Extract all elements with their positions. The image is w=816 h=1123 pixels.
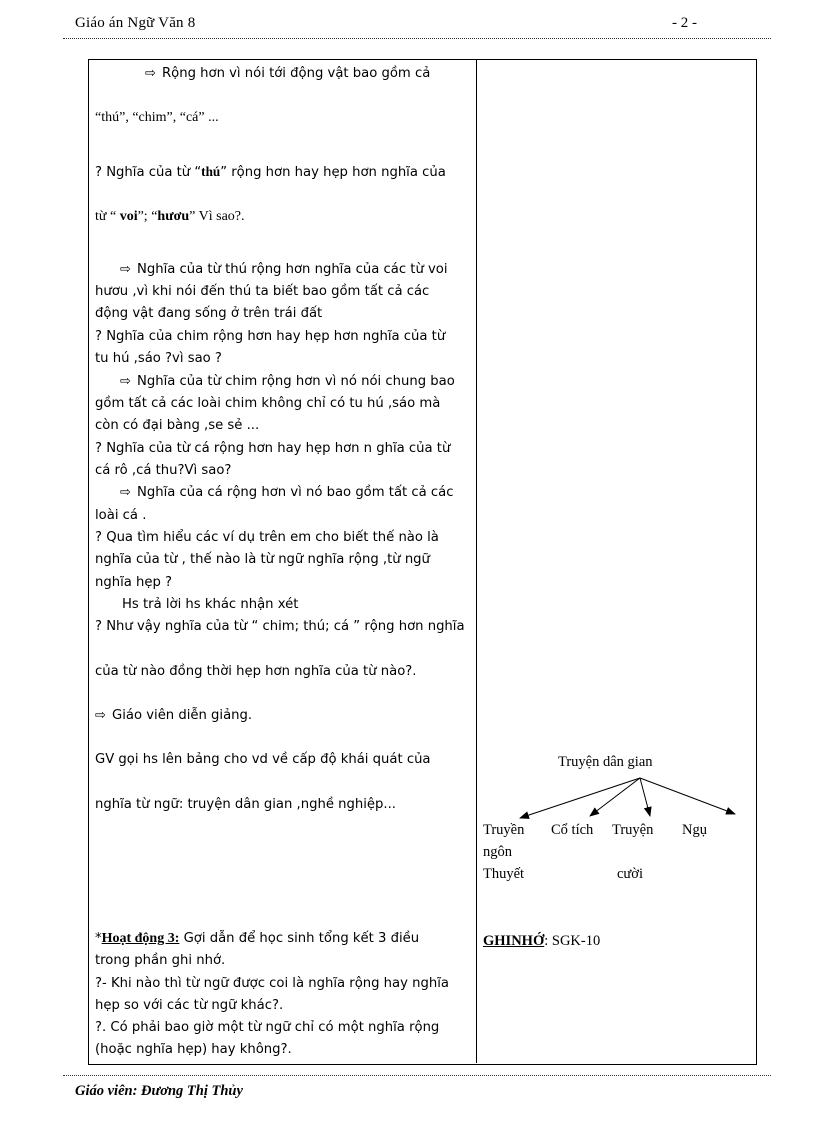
arrow-icon: ⇨	[145, 66, 156, 81]
left-line-25: nghĩa từ ngữ: truyện dân gian ,nghề nghiệp...	[95, 797, 396, 812]
left-line-9: tu hú ,sáo ?vì sao ?	[95, 351, 222, 366]
left-line-23: ⇨ Giáo viên diễn giảng.	[95, 708, 253, 723]
diagram-child-1b: ngôn	[483, 844, 512, 860]
left-line-12: còn có đại bàng ,se sẻ ...	[95, 418, 260, 433]
diagram-arrows	[480, 770, 760, 830]
diagram-child-5: Thuyết	[483, 866, 525, 882]
diagram-child-2: Cổ tích	[551, 822, 594, 838]
left-line-17: ? Qua tìm hiểu các ví dụ trên em cho biết thế nào là	[95, 530, 439, 545]
left-line-22: của từ nào đồng thời hẹp hơn nghĩa của từ nào?.	[95, 664, 417, 679]
left-line-28: ?- Khi nào thì từ ngữ được coi là nghĩa rộng hay nghĩa	[95, 976, 449, 991]
left-line-7: động vật đang sống ở trên trái đất	[95, 306, 323, 321]
arrow-to-ngu	[640, 778, 735, 814]
left-line-6: hươu ,vì khi nói đến thú ta biết bao gồm tất cả các	[95, 284, 430, 299]
diagram-child-4: Ngụ	[682, 822, 707, 838]
diagram-child-3b: cười	[617, 866, 643, 882]
arrow-icon: ⇨	[120, 374, 131, 389]
arrow-to-co-tich	[590, 778, 640, 816]
left-line-18: nghĩa của từ , thế nào là từ ngữ nghĩa rộng ,từ ngữ	[95, 552, 430, 567]
left-line-4: từ “ voi”; “hươu” Vì sao?.	[95, 209, 245, 224]
arrow-icon: ⇨	[120, 262, 131, 277]
left-line-20: Hs trả lời hs khác nhận xét	[122, 597, 299, 612]
left-line-10: ⇨ Nghĩa của từ chim rộng hơn vì nó nói chung bao	[120, 374, 455, 389]
ghinho-line: GHINHỚ: SGK-10	[483, 933, 601, 949]
left-line-1: ⇨ Rộng hơn vì nói tới động vật bao gồm cả	[145, 66, 431, 81]
header-rule	[63, 38, 771, 39]
left-line-21: ? Như vậy nghĩa của từ “ chim; thú; cá ” rộng hơn nghĩa	[95, 619, 465, 634]
arrow-to-truyen-ngon	[520, 778, 640, 818]
arrow-icon: ⇨	[120, 485, 131, 500]
header-title: Giáo án Ngữ Văn 8	[75, 15, 196, 31]
left-line-3: ? Nghĩa của từ “thú” rộng hơn hay hẹp hơn nghĩa của	[95, 164, 446, 180]
left-line-31: (hoặc nghĩa hẹp) hay không?.	[95, 1042, 292, 1057]
footer-rule	[63, 1075, 771, 1076]
left-line-2: “thú”, “chim”, “cá” ...	[95, 110, 219, 125]
left-line-8: ? Nghĩa của chim rộng hơn hay hẹp hơn nghĩa của từ	[95, 329, 446, 344]
left-line-5: ⇨ Nghĩa của từ thú rộng hơn nghĩa của các từ voi	[120, 262, 448, 277]
left-line-26: *Hoạt động 3: Gợi dẫn để học sinh tổng kết 3 điều	[95, 931, 420, 946]
left-line-16: loài cá .	[95, 508, 147, 523]
ghinho-label: GHINHỚ	[483, 933, 545, 949]
page-number: - 2 -	[672, 15, 697, 31]
column-divider	[476, 59, 477, 1063]
footer-teacher: Giáo viên: Đương Thị Thủy	[75, 1083, 243, 1099]
left-line-14: cá rô ,cá thu?Vì sao?	[95, 463, 232, 478]
left-line-27: trong phần ghi nhớ.	[95, 953, 226, 968]
arrow-icon: ⇨	[95, 708, 106, 723]
activity-heading: Hoạt động 3:	[101, 931, 180, 946]
diagram-root-label: Truyện dân gian	[558, 754, 653, 770]
diagram-child-3: Truyện	[612, 822, 654, 838]
left-line-11: gồm tất cả các loài chim không chỉ có tu hú ,sáo mà	[95, 396, 441, 411]
left-line-30: ?. Có phải bao giờ một từ ngữ chỉ có một nghĩa rộng	[95, 1020, 440, 1035]
arrow-to-truyen-cuoi	[640, 778, 650, 816]
diagram-child-1: Truyền	[483, 822, 525, 838]
left-line-19: nghĩa hẹp ?	[95, 575, 173, 590]
left-line-13: ? Nghĩa của từ cá rộng hơn hay hẹp hơn n ghĩa của từ	[95, 441, 451, 456]
left-line-29: hẹp so với các từ ngữ khác?.	[95, 998, 284, 1013]
left-line-15: ⇨ Nghĩa của cá rộng hơn vì nó bao gồm tất cả các	[120, 485, 454, 500]
left-line-24: GV gọi hs lên bảng cho vd về cấp độ khái quát của	[95, 752, 431, 767]
